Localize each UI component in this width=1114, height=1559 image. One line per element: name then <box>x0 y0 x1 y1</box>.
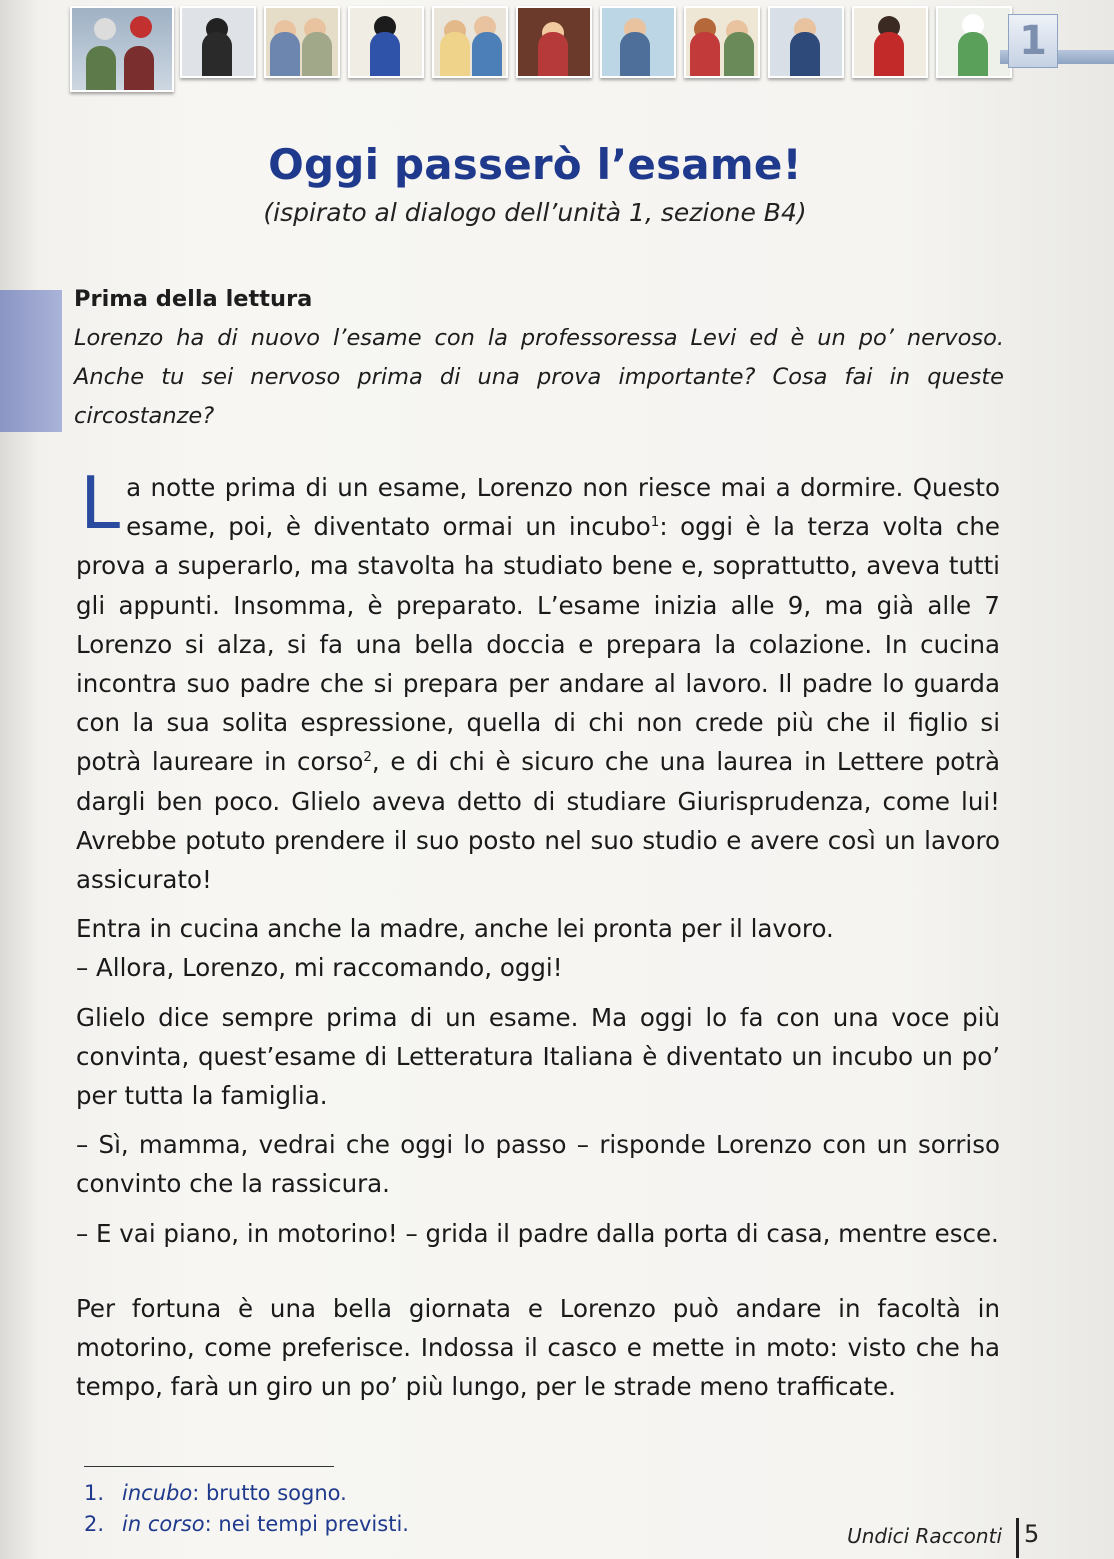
chapter-number-badge: 1 <box>1008 14 1058 68</box>
thumbnail-boss <box>768 6 844 78</box>
thumbnail-chef <box>936 6 1012 78</box>
paragraph-2-line-2: – Allora, Lorenzo, mi raccomando, oggi! <box>76 953 563 983</box>
thumbnail-friends <box>264 6 340 78</box>
footnote-term: incubo <box>122 1481 193 1505</box>
footnote-rule <box>84 1466 334 1467</box>
paragraph-3: Glielo dice sempre prima di un esame. Ma oggi lo fa con una voce più convinta, quest’esame di Letteratura Italiana è diventato un incubo un po’ per tutta la famiglia. <box>76 1002 1000 1111</box>
footnote-definition: : brutto sogno. <box>192 1481 347 1505</box>
thumbnail-sitting-man <box>600 6 676 78</box>
prelettura-side-tab <box>0 290 62 432</box>
story-text <box>76 461 1000 1406</box>
footnote-number: 2. <box>84 1512 105 1536</box>
paragraph-2-line-1: Entra in cucina anche la madre, anche lei pronta per il lavoro. <box>76 914 834 944</box>
footnotes <box>84 1478 784 1540</box>
page-number: 5 <box>1024 1520 1040 1548</box>
prelettura-box <box>74 280 1004 436</box>
story-title: Oggi passerò l’esame! <box>268 140 802 189</box>
drop-cap: L <box>80 461 121 545</box>
paragraph-1-part-c: , e di chi è sicuro che una laurea in Lettere potrà dargli ben poco. Glielo aveva detto di studiare Giurisprudenza, come lui! Avrebbe potuto prendere il suo posto nel suo studio e avere così un lavoro assicurato! <box>76 747 1000 895</box>
thumbnail-couple <box>432 6 508 78</box>
thumbnail-woman-red <box>852 6 928 78</box>
footnote-1 <box>84 1478 784 1509</box>
footnote-term: in corso <box>122 1512 205 1536</box>
footnote-definition: : nei tempi previsti. <box>204 1512 409 1536</box>
paragraph-6: Per fortuna è una bella giornata e Lorenzo può andare in facoltà in motorino, come preferisce. Indossa il casco e mette in moto: visto che ha tempo, farà un giro un po’ più lungo, per le strade meno trafficate. <box>76 1293 1000 1402</box>
thumbnail-surprised-woman <box>516 6 592 78</box>
footer-divider <box>1016 1518 1019 1558</box>
paragraph-1-part-a: a notte prima di un esame, Lorenzo non riesce mai a dormire. Questo esame, poi, è diventato ormai un incubo <box>126 473 1000 542</box>
paragraph-5: – E vai piano, in motorino! – grida il padre dalla porta di casa, mentre esce. <box>76 1218 999 1248</box>
footnote-2 <box>84 1509 784 1540</box>
character-strip <box>60 0 1114 90</box>
prelettura-text: Lorenzo ha di nuovo l’esame con la professoressa Levi ed è un po’ nervoso. Anche tu sei nervoso prima di una prova importante? Cosa fai in queste circostanze? <box>74 325 1004 429</box>
thumbnail-snow-white <box>348 6 424 78</box>
thumbnail-family <box>684 6 760 78</box>
prelettura-heading: Prima della lettura <box>74 286 313 312</box>
thumbnail-bikers <box>70 6 174 92</box>
story-subtitle: (ispirato al dialogo dell’unità 1, sezione B4) <box>263 198 807 227</box>
paragraph-4: – Sì, mamma, vedrai che oggi lo passo – risponde Lorenzo con un sorriso convinto che la rassicura. <box>76 1130 1000 1199</box>
thumbnail-masked-thief <box>180 6 256 78</box>
footnote-ref-2: 2 <box>363 749 372 766</box>
footnote-number: 1. <box>84 1481 105 1505</box>
paragraph-1 <box>76 461 1000 899</box>
paragraph-1-part-b: : oggi è la terza volta che prova a superarlo, ma stavolta ha studiato bene e, soprattutto, aveva tutti gli appunti. Insomma, è preparato. L’esame inizia alle 9, ma già alle 7 Lorenzo si alza, si fa una bella doccia e prepara la colazione. In cucina incontra suo padre che si prepara per andare al lavoro. Il padre lo guarda con la sua solita espressione, quella di chi non crede più che il figlio si potrà laureare in corso <box>76 512 1000 777</box>
footer-book-title: Undici Racconti <box>847 1524 1002 1548</box>
footnote-ref-1: 1 <box>650 514 660 531</box>
